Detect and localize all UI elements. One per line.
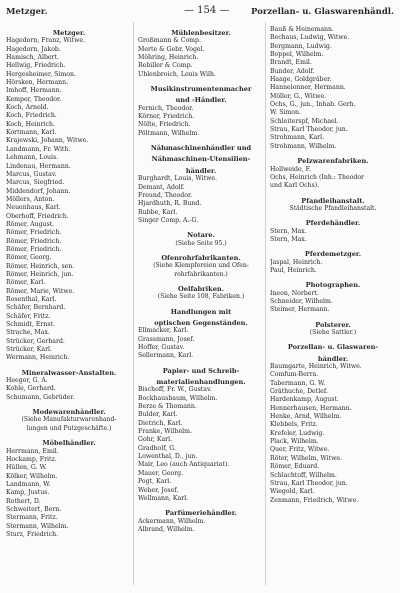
spacer	[138, 138, 264, 141]
section-heading: Pelzwarenfabriken.	[297, 157, 369, 166]
entry-line: Schmidt, Ernst.	[6, 321, 56, 329]
header-right: Porzellan- u. Glaswarenhändl.	[251, 7, 394, 17]
spacer	[6, 402, 132, 405]
section-heading: Oelfabriken.	[178, 284, 224, 293]
cross-reference: (Siehe Sattler.)	[309, 329, 357, 336]
section-heading: Mühlenbesitzer.	[171, 29, 231, 37]
entry-line: Wermann, Heinrich.	[6, 354, 70, 362]
entry-line: Nölte, Friedrich.	[138, 121, 191, 129]
entry-line: Burghardt, Louis, Witwe.	[138, 175, 218, 183]
entry-line: Brandt, Emil.	[270, 59, 312, 67]
entry-line: Mair, Leo (auch Antiquariat).	[138, 461, 230, 469]
cross-reference: rohrfabrikanten.)	[174, 270, 228, 278]
entry-line: Haage, Goldgräber.	[270, 76, 332, 84]
entry-line: Landmann, W.	[6, 480, 51, 488]
entry-line: Strücker, Karl.	[6, 346, 52, 354]
entry-line: Kamp, Justus.	[6, 489, 50, 497]
entry-line: Strache, Max.	[6, 329, 50, 337]
entry-line: Franke, Wilhelm.	[138, 428, 192, 436]
cross-reference: (Siehe Seite 95.)	[175, 239, 227, 247]
entry-line: Schweitert, Bern.	[6, 505, 62, 513]
entry-line: Pöltmann, Wilhelm.	[138, 129, 200, 137]
entry-line: Römer, Eduard.	[270, 463, 320, 471]
page-number: — 154 —	[184, 5, 230, 16]
column-3	[270, 26, 396, 505]
column-2	[138, 26, 264, 534]
entry-line: Koch, Arnold.	[6, 104, 49, 112]
entry-line: Krajewski, Johann, Witwe.	[6, 137, 89, 145]
entry-line: Mauer, Georg.	[138, 469, 184, 477]
entry-line: Strücker, Gerhard.	[6, 337, 65, 345]
entry-line: Ochs, Heinrich (Inh.: Theodor	[270, 173, 364, 181]
entry-line: Quer, Fritz, Witwe.	[270, 446, 330, 454]
entry-line: Rubbe, Karl.	[138, 208, 178, 216]
entry-line: Möhring, Heinrich.	[138, 54, 199, 62]
section-heading: Photographen.	[305, 281, 361, 290]
section-heading: Parfümeriehändler.	[165, 509, 237, 518]
entry-line: Kortmann, Karl.	[6, 129, 57, 137]
entry-line: Hergesheimer, Simon.	[6, 70, 76, 78]
entry-line: Schleiterspf, Michael.	[270, 117, 339, 125]
entry-line: Herrmann, Emil.	[6, 447, 59, 455]
entry-line: Koch, Heinrich.	[6, 120, 55, 128]
section-heading: Pferdemetzger.	[304, 250, 362, 259]
spacer	[138, 361, 264, 364]
spacer	[270, 337, 396, 340]
entry-line: Grassmann, Josef.	[138, 335, 195, 343]
entry-line: Hüllen, G. W.	[6, 464, 47, 472]
entry-line: Weber, Josef.	[138, 486, 179, 494]
entry-line: Ochs, G., jun., Inhab. Gerh.	[270, 101, 356, 109]
entry-line: Hardenkamp, August.	[270, 396, 339, 404]
entry-line: Möller, G., Witwe.	[270, 92, 327, 100]
section-heading: Möbelhändler.	[42, 439, 96, 448]
entry-line: Singer Comp. A.-G.	[138, 216, 199, 224]
entry-line: Bulder, Karl.	[138, 411, 178, 419]
section-heading: Porzellan- u. Glaswaren-	[287, 343, 379, 352]
entry-line: Römer, Friedrich.	[6, 245, 62, 253]
entry-line: Bechaus, Ludwig, Witwe.	[270, 34, 350, 42]
section-heading: händler.	[317, 354, 349, 363]
entry-line: Imhoff, Hermann.	[6, 87, 62, 95]
entry-line: W. Simon.	[270, 109, 301, 117]
entry-line: Hellwig, Friedrich.	[6, 62, 66, 70]
entry-line: Boppel, Wilhelm.	[270, 51, 324, 59]
spacer	[6, 363, 132, 366]
entry-line: Strohmann, Karl.	[270, 134, 325, 142]
section-heading: Mineralwasser-Anstalten.	[21, 368, 117, 377]
entry-line: Koch, Friedrich.	[6, 112, 57, 120]
entry-line: Römer, Karl.	[6, 279, 46, 287]
entry-line: Schäfer, Bernhard.	[6, 304, 66, 312]
spacer	[138, 79, 264, 82]
entry-line: Kohle, Gerhard.	[6, 385, 56, 393]
entry-line: Stermann, Wilhelm.	[6, 522, 69, 530]
cross-reference: (Siehe Klempfereien und Ofen-	[153, 262, 249, 270]
spacer	[138, 225, 264, 228]
entry-line: Rosenthal, Karl.	[6, 296, 57, 303]
entry-line: Strau, Karl Theodor, jun.	[270, 126, 348, 134]
entry-line: Hamisch, Albert.	[6, 54, 59, 62]
entry-line: Hollweide, F.	[270, 165, 311, 173]
entry-line: Lindenau, Hermann.	[6, 162, 71, 170]
entry-line: Stermann, Fritz.	[6, 514, 58, 522]
entry-line: Henke, Arnd, Wilhelm.	[270, 413, 342, 421]
entry-line: Bunder, Adolf.	[270, 67, 315, 75]
section-heading: Pfandleihanstalt.	[301, 196, 365, 205]
entry-line: Hjardhuth, R. Bund.	[138, 200, 202, 208]
spacer	[138, 248, 264, 251]
entry-line: Gohr, Karl.	[138, 436, 173, 444]
entry-line: Römer, August.	[6, 220, 55, 228]
entry-line: Rothert, D.	[6, 497, 41, 505]
entry-line: Hagedorn, Franz, Witwe.	[6, 37, 86, 45]
entry-line: Berze & Thomann.	[138, 403, 197, 411]
column-divider	[265, 22, 266, 585]
column-1	[6, 26, 132, 539]
entry-line: Gradholf, G.	[138, 444, 176, 452]
section-heading: Nähmaschinen-Utensilien-	[151, 155, 251, 164]
entry-line: Sellermann, Karl.	[138, 352, 194, 360]
entry-line: Körner, Friedrich.	[138, 113, 195, 121]
entry-line: Landmann, Fr. With.	[6, 145, 71, 153]
cross-reference: (Siehe Manufakturwarenhand-	[21, 416, 117, 424]
entry-line: Marcus, Siegfried.	[6, 179, 65, 187]
section-heading: Papier- und Schreib-	[162, 366, 240, 375]
section-heading: Ofenrohrfabrikanten.	[161, 253, 241, 262]
entry-line: Großmann & Comp.	[138, 37, 201, 45]
entry-line: Kemper, Theodor.	[6, 95, 62, 103]
entry-line: Wiegold, Karl.	[270, 488, 315, 496]
spacer	[270, 315, 396, 318]
entry-line: Kölker, Wilhelm.	[6, 472, 58, 480]
entry-line: Oberhoff, Friedrich.	[6, 212, 69, 220]
spacer	[270, 191, 396, 194]
entry-line: Krefeler, Ludwig.	[270, 429, 325, 437]
entry-line: Ackermann, Wilhelm.	[138, 517, 206, 525]
entry-line: Hoffer, Gustav.	[138, 344, 185, 351]
entry-line: Steimer, Hermann.	[270, 306, 330, 314]
entry-line: Ineon, Norbert.	[270, 289, 319, 297]
entry-line: Römer, Friedrich.	[6, 229, 62, 237]
section-heading: händler.	[185, 166, 217, 175]
entry-line: Bergmann, Ludwig.	[270, 42, 332, 50]
entry-line: Strohmann, Wilhelm.	[270, 142, 337, 150]
entry-line: Schäfer, Fritz.	[6, 312, 51, 320]
spacer	[270, 275, 396, 278]
cross-reference: lungen und Putzgeschäfte.)	[26, 424, 112, 432]
entry-line: Neuenhaus, Karl.	[6, 204, 61, 212]
spacer	[138, 503, 264, 506]
section-heading: materialienhandlungen.	[156, 378, 246, 387]
section-heading: Handlungen mit	[170, 307, 232, 316]
entry-line: Römer, Friedrich.	[6, 237, 62, 245]
section-heading: Notare.	[187, 231, 215, 240]
cross-reference: (Siehe Seite 108, Fabriken.)	[157, 293, 245, 301]
entry-line: Zenmann, Friedrich, Witwe.	[270, 496, 359, 504]
entry-line: Schumann, Gebrüder.	[6, 393, 75, 401]
entry-line: Schneider, Wilhelm.	[270, 297, 333, 305]
entry-line: Römer, Marie, Witwe.	[6, 287, 75, 295]
entry-line: Demant, Adolf.	[138, 183, 185, 191]
entry-line: Marcus, Gustav.	[6, 170, 57, 178]
entry-line: Stern, Max.	[270, 227, 307, 235]
entry-line: Uhlenbroich, Louis Wilh.	[138, 70, 216, 78]
entry-line: Freund, Theodor.	[138, 191, 193, 199]
page-header	[6, 5, 394, 21]
entry-line: Plack, Wilhelm.	[270, 438, 319, 446]
section-heading: optischen Gegenständen.	[154, 318, 248, 327]
entry-line: Römer, Georg.	[6, 254, 52, 262]
section-heading: Metzger.	[52, 29, 86, 37]
section-heading: Polsterer.	[315, 320, 351, 329]
entry-line: Middendorf, Johann.	[6, 187, 71, 195]
cross-reference: Städtische Pfandleihanstalt.	[289, 204, 377, 212]
spacer	[270, 213, 396, 216]
entry-line: Bockhausbaum, Wilhelm.	[138, 394, 218, 402]
entry-line: Bauß & Heinemann.	[270, 26, 334, 33]
section-heading: und -Händler.	[175, 96, 227, 105]
entry-line: Merte & Gebr. Vogel.	[138, 45, 205, 53]
spacer	[6, 433, 132, 436]
entry-line: Heeger, G. A.	[6, 377, 48, 385]
entry-line: und Karl Ochs).	[270, 182, 320, 190]
entry-line: Hockamp, Fritz.	[6, 455, 57, 463]
entry-line: Paul, Heinrich.	[270, 266, 317, 274]
entry-line: Hörsken, Hermann.	[6, 79, 69, 87]
entry-line: Pogt, Karl.	[138, 478, 172, 486]
entry-line: Hennerhausen, Hermann.	[270, 404, 352, 412]
entry-line: Bischoff, Fr. W., Gustav.	[138, 386, 212, 394]
entry-line: Lehmann, Louis.	[6, 154, 59, 162]
entry-line: Römer, Heinrich, sen.	[6, 262, 75, 270]
entry-line: Jaspal, Heinrich.	[270, 258, 323, 266]
entry-line: Hagedorn, Jakob.	[6, 45, 61, 53]
entry-line: Comfum-Berra.	[270, 371, 319, 379]
entry-line: Klebbels, Fritz.	[270, 421, 318, 429]
column-divider	[133, 22, 134, 585]
entry-line: Sturz, Friedrich.	[6, 530, 59, 538]
entry-line: Dietrich, Karl.	[138, 419, 183, 427]
entry-line: Hannelonner, Hermann.	[270, 84, 346, 92]
entry-line: Schlachtoff, Wilhelm.	[270, 471, 337, 479]
entry-line: Rebiller & Comp.	[138, 62, 193, 70]
section-heading: Pferdehändler.	[305, 219, 361, 228]
spacer	[138, 279, 264, 282]
entry-line: Strau, Karl Theodor, jun.	[270, 479, 348, 487]
section-heading: Musikinstrumentenmacher	[150, 85, 252, 94]
entry-line: Römer, Heinrich, jun.	[6, 270, 74, 278]
entry-line: Möllers, Anton.	[6, 195, 55, 203]
entry-line: Fernich, Theodor.	[138, 104, 194, 112]
entry-line: Gräthuche, Detlef.	[270, 388, 328, 396]
entry-line: Röter, Wilhelm, Witwe.	[270, 454, 343, 462]
spacer	[138, 302, 264, 305]
header-left: Metzger.	[6, 7, 48, 17]
section-heading: Modewarenhändler.	[32, 408, 106, 417]
entry-line: Albrand, Wilhelm.	[138, 525, 195, 533]
entry-line: Stern, Max.	[270, 235, 307, 243]
entry-line: Tabermann, G. W.	[270, 379, 326, 387]
section-heading: Nähmaschinenhändler und	[150, 144, 252, 153]
entry-line: Ellmacker, Karl.	[138, 327, 189, 335]
entry-line: Wellmann, Karl.	[138, 494, 189, 502]
entry-line: Lowenthal, D., jun.	[138, 453, 198, 461]
spacer	[270, 244, 396, 247]
spacer	[270, 151, 396, 154]
entry-line: Baumgarte, Heinrich, Witwe.	[270, 363, 362, 371]
